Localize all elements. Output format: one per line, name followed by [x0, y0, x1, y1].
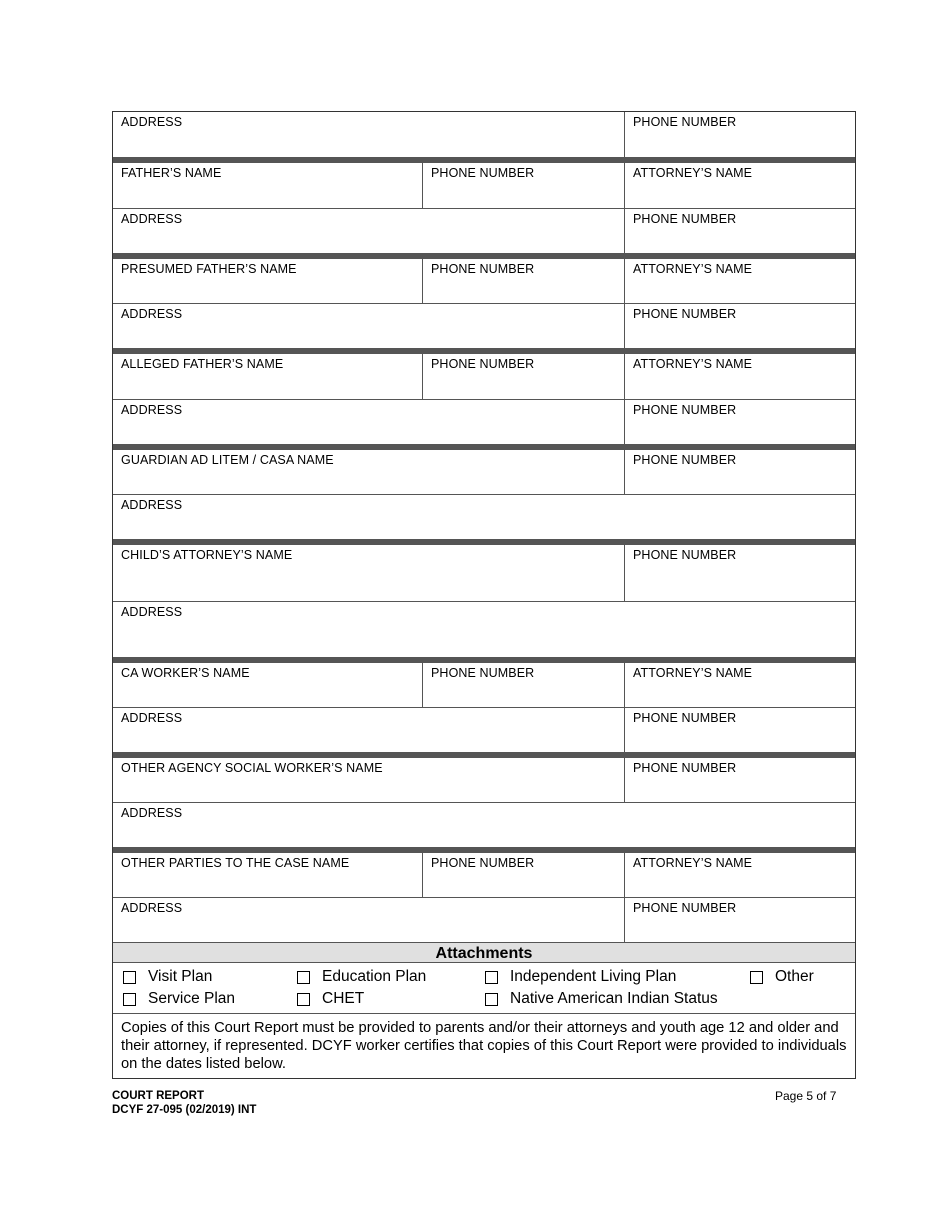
childs-attorney-name-field[interactable]: CHILD’S ATTORNEY’S NAME	[121, 548, 293, 562]
attachments-checklist	[113, 963, 855, 1013]
checkbox-icon[interactable]	[123, 971, 136, 984]
father-name-row	[113, 157, 855, 208]
phone-number-field[interactable]: PHONE NUMBER	[624, 450, 855, 494]
address-field[interactable]: ADDRESS	[121, 901, 183, 915]
phone-number-field[interactable]: PHONE NUMBER	[422, 853, 624, 897]
father-address-row	[113, 208, 855, 253]
presumed-father-name-field[interactable]: PRESUMED FATHER’S NAME	[121, 262, 297, 276]
checkbox-icon[interactable]	[297, 971, 310, 984]
other-parties-name-field[interactable]: OTHER PARTIES TO THE CASE NAME	[121, 856, 350, 870]
chet-checkbox[interactable]	[297, 990, 364, 1008]
checkbox-icon[interactable]	[485, 971, 498, 984]
other-agency-social-worker-address-row	[113, 802, 855, 847]
court-report-form	[112, 111, 856, 1079]
ca-worker-name-row	[113, 657, 855, 707]
copies-notice: Copies of this Court Report must be provided to parents and/or their attorneys and youth age 12 and older and their attorney, if represented. DCYF worker certifies that copies of this Court Report were provided to individuals on the dates listed below.	[113, 1013, 855, 1078]
checkbox-icon[interactable]	[485, 993, 498, 1006]
attorney-name-field[interactable]: ATTORNEY’S NAME	[624, 853, 855, 897]
phone-number-field[interactable]: PHONE NUMBER	[624, 304, 855, 348]
checkbox-label: Native American Indian Status	[510, 990, 718, 1007]
phone-number-field[interactable]: PHONE NUMBER	[624, 758, 855, 802]
address-field[interactable]: ADDRESS	[121, 115, 183, 129]
guardian-ad-litem-row	[113, 444, 855, 494]
phone-number-field[interactable]: PHONE NUMBER	[422, 354, 624, 399]
other-agency-social-worker-row	[113, 752, 855, 802]
page-number: Page 5 of 7	[775, 1089, 837, 1103]
phone-number-field[interactable]: PHONE NUMBER	[422, 663, 624, 707]
attorney-name-field[interactable]: ATTORNEY’S NAME	[624, 163, 855, 208]
native-american-indian-status-checkbox[interactable]	[485, 990, 718, 1008]
ca-worker-name-field[interactable]: CA WORKER’S NAME	[121, 666, 250, 680]
alleged-father-address-row	[113, 399, 855, 444]
address-field[interactable]: ADDRESS	[121, 403, 183, 417]
checkbox-label: Visit Plan	[148, 968, 213, 985]
address-field[interactable]: ADDRESS	[121, 806, 183, 820]
father-name-field[interactable]: FATHER’S NAME	[121, 166, 222, 180]
presumed-father-address-row	[113, 303, 855, 348]
checkbox-icon[interactable]	[297, 993, 310, 1006]
education-plan-checkbox[interactable]	[297, 968, 426, 986]
phone-number-field[interactable]: PHONE NUMBER	[422, 163, 624, 208]
presumed-father-name-row	[113, 253, 855, 303]
checkbox-label: Other	[775, 968, 814, 985]
childs-attorney-row	[113, 539, 855, 601]
phone-number-field[interactable]: PHONE NUMBER	[624, 209, 855, 253]
phone-number-field[interactable]: PHONE NUMBER	[624, 708, 855, 752]
phone-number-field[interactable]: PHONE NUMBER	[422, 259, 624, 303]
childs-attorney-address-row	[113, 601, 855, 657]
guardian-ad-litem-name-field[interactable]: GUARDIAN AD LITEM / CASA NAME	[121, 453, 334, 467]
address-field[interactable]: ADDRESS	[121, 498, 183, 512]
phone-number-field[interactable]: PHONE NUMBER	[624, 400, 855, 444]
other-parties-address-row	[113, 897, 855, 942]
footer-form-info	[112, 1089, 256, 1117]
independent-living-plan-checkbox[interactable]	[485, 968, 676, 986]
alleged-father-name-row	[113, 348, 855, 399]
alleged-father-name-field[interactable]: ALLEGED FATHER’S NAME	[121, 357, 284, 371]
checkbox-icon[interactable]	[750, 971, 763, 984]
checkbox-label: Independent Living Plan	[510, 968, 677, 985]
address-field[interactable]: ADDRESS	[121, 212, 183, 226]
footer-title: COURT REPORT	[112, 1090, 204, 1102]
checkbox-label: Service Plan	[148, 990, 236, 1007]
other-parties-name-row	[113, 847, 855, 897]
mother-address-row	[113, 112, 855, 157]
guardian-ad-litem-address-row	[113, 494, 855, 539]
checkbox-label: Education Plan	[322, 968, 427, 985]
attorney-name-field[interactable]: ATTORNEY’S NAME	[624, 663, 855, 707]
phone-number-field[interactable]: PHONE NUMBER	[624, 545, 855, 601]
phone-number-field[interactable]: PHONE NUMBER	[624, 898, 855, 942]
service-plan-checkbox[interactable]	[123, 990, 235, 1008]
checkbox-icon[interactable]	[123, 993, 136, 1006]
address-field[interactable]: ADDRESS	[121, 711, 183, 725]
other-agency-social-worker-name-field[interactable]: OTHER AGENCY SOCIAL WORKER’S NAME	[121, 761, 383, 775]
address-field[interactable]: ADDRESS	[121, 307, 183, 321]
other-checkbox[interactable]	[750, 968, 814, 986]
attachments-heading: Attachments	[113, 942, 855, 963]
visit-plan-checkbox[interactable]	[123, 968, 212, 986]
address-field[interactable]: ADDRESS	[121, 605, 183, 619]
phone-number-field[interactable]: PHONE NUMBER	[624, 112, 855, 157]
ca-worker-address-row	[113, 707, 855, 752]
footer-form-id: DCYF 27-095 (02/2019) INT	[112, 1104, 257, 1116]
checkbox-label: CHET	[322, 990, 365, 1007]
attorney-name-field[interactable]: ATTORNEY’S NAME	[624, 354, 855, 399]
attorney-name-field[interactable]: ATTORNEY’S NAME	[624, 259, 855, 303]
